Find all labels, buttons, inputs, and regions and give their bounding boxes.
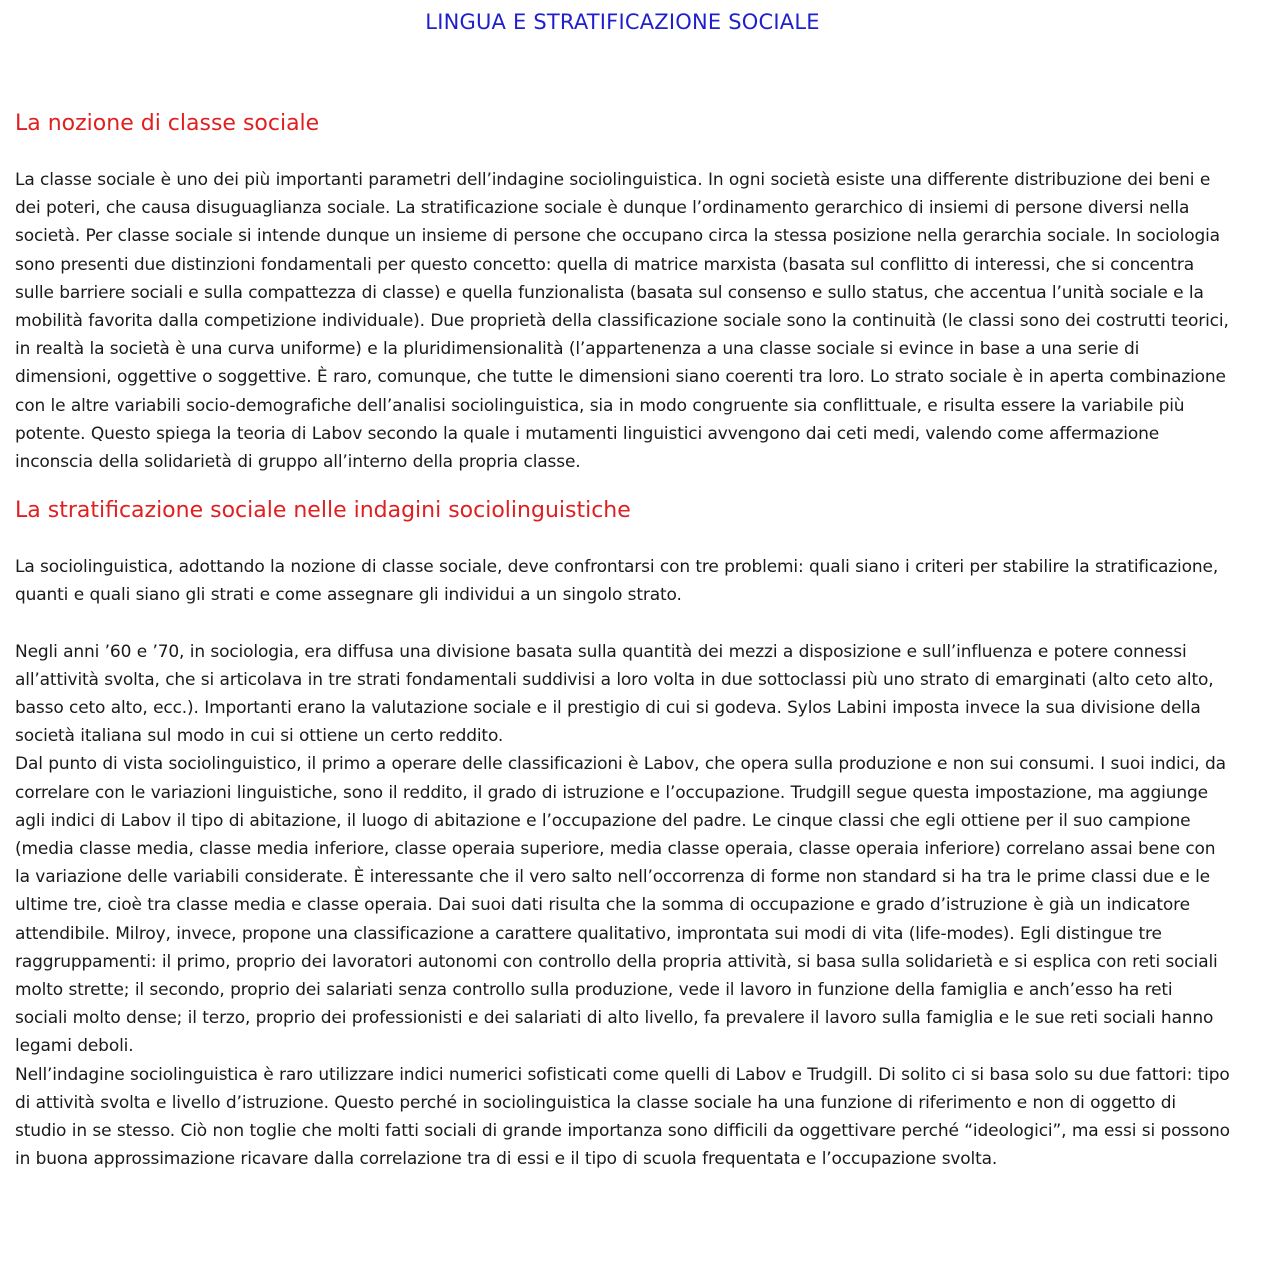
section-heading-class-notion: La nozione di classe sociale bbox=[15, 111, 320, 136]
section-heading-stratification: La stratificazione sociale nelle indagini sociolinguistiche bbox=[15, 498, 631, 524]
document-page bbox=[15, 0, 1230, 1174]
paragraph-sociology-sixties-seventies: Negli anni ’60 e ’70, in sociologia, era diffusa una divisione basata sulla quantità dei mezzi a disposizione e sull’influenza e potere connessi all’attività svolta, che si articolava in tre strati fondamentali suddivisi a loro volta in due sottoclassi più uno strato di emarginati (alto ceto alto, basso ceto alto, ecc.). Importanti erano la valutazione sociale e il prestigio di cui si godeva. Sylos Labini imposta invece la sua divisione della società italiana sul modo in cui si ottiene un certo reddito. bbox=[15, 641, 1214, 747]
document-title: LINGUA E STRATIFICAZIONE SOCIALE bbox=[425, 10, 820, 34]
paragraph-stratification-problems: La sociolinguistica, adottando la nozione di classe sociale, deve confrontarsi con tre problemi: quali siano i criteri per stabilire la stratificazione, quanti e quali siano gli strati e come assegnare gli individui a un singolo strato. bbox=[15, 557, 1219, 606]
paragraph-class-notion: La classe sociale è uno dei più importanti parametri dell’indagine sociolinguistica. In ogni società esiste una differente distribuzione dei beni e dei poteri, che causa disuguaglianza sociale. La stratificazione sociale è dunque l’ordinamento gerarchico di insiemi di persone diversi nella società. Per classe sociale si intende dunque un insieme di persone che occupano circa la stessa posizione nella gerarchia sociale. In sociologia sono presenti due distinzioni fondamentali per questo concetto: quella di matrice marxista (basata sul conflitto di interessi, che si concentra sulle barriere sociali e sulla compattezza di classe) e quella funzionalista (basata sul consenso e sullo status, che accentua l’unità sociale e la mobilità favorita dalla competizione individuale). Due proprietà della classificazione sociale sono la continuità (le classi sono dei costrutti teorici, in realtà la società è una curva uniforme) e la pluridimensionalità (l’appartenenza a una classe sociale si evince in base a una serie di dimensioni, oggettive o soggettive. È raro, comunque, che tutte le dimensioni siano coerenti tra loro. Lo strato sociale è in aperta combinazione con le altre variabili socio-demografiche dell’analisi sociolinguistica, sia in modo congruente sia conflittuale, e risulta essere la variabile più potente. Questo spiega la teoria di Labov secondo la quale i mutamenti linguistici avvengono dai ceti medi, valendo come affermazione inconscia della solidarietà di gruppo all’interno della propria classe. bbox=[15, 170, 1229, 473]
paragraph-labov-trudgill-milroy: Dal punto di vista sociolinguistico, il primo a operare delle classificazioni è Labov, che opera sulla produzione e non sui consumi. I suoi indici, da correlare con le variazioni linguistiche, sono il reddito, il grado di istruzione e l’occupazione. Trudgill segue questa impostazione, ma aggiunge agli indici di Labov il tipo di abitazione, il luogo di abitazione e l’occupazione del padre. Le cinque classi che egli ottiene per il suo campione (media classe media, classe media inferiore, classe operaia superiore, media classe operaia, classe operaia inferiore) correlano assai bene con la variazione delle variabili considerate. È interessante che il vero salto nell’occorrenza di forme non standard si ha tra le prime classi due e le ultime tre, cioè tra classe media e classe operaia. Dai suoi dati risulta che la somma di occupazione e grado d’istruzione è già un indicatore attendibile. Milroy, invece, propone una classificazione a carattere qualitativo, improntata sui modi di vita (life-modes). Egli distingue tre raggruppamenti: il primo, proprio dei lavoratori autonomi con controllo della propria attività, si basa sulla solidarietà e si esplica con reti sociali molto strette; il secondo, proprio dei salariati senza controllo sulla produzione, vede il lavoro in funzione della famiglia e anch’esso ha reti sociali molto dense; il terzo, proprio dei professionisti e dei salariati di alto livello, fa prevalere il lavoro sulla famiglia e le sue reti sociali hanno legami deboli. bbox=[15, 754, 1226, 1057]
paragraph-numeric-indices: Nell’indagine sociolinguistica è raro utilizzare indici numerici sofisticati come quelli di Labov e Trudgill. Di solito ci si basa solo su due fattori: tipo di attività svolta e livello d’istruzione. Questo perché in sociolinguistica la classe sociale ha una funzione di riferimento e non di oggetto di studio in se stesso. Ciò non toglie che molti fatti sociali di grande importanza sono difficili da oggettivare perché “ideologici”, ma essi si possono in buona approssimazione ricavare dalla correlazione tra di essi e il tipo di scuola frequentata e l’occupazione svolta. bbox=[15, 1064, 1230, 1170]
